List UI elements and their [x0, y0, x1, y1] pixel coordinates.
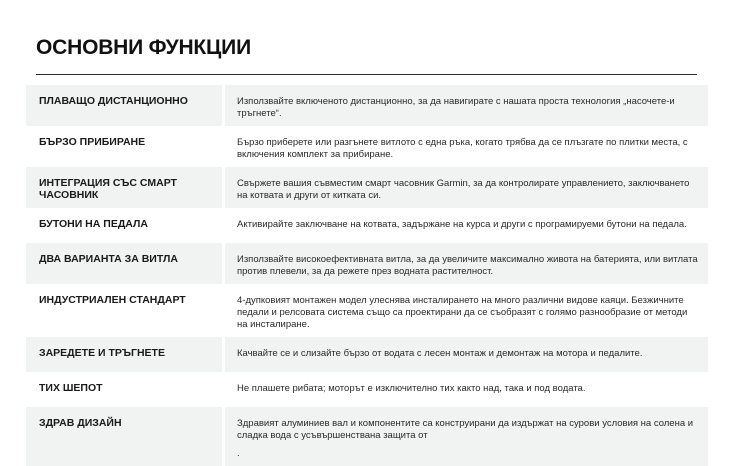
feature-name: ДВА ВАРИАНТА ЗА ВИТЛА — [26, 243, 222, 284]
features-table — [26, 85, 708, 466]
feature-row-pedal-buttons — [26, 208, 708, 243]
feature-description: 4-дупковият монтажен модел улеснява инсталирането на много различни видове каяци. Безжичните педали и релсовата система също са проектирани да се съобразят с голямо разнообразие от методи на инсталиране. — [237, 295, 688, 330]
feature-description: Използвайте включеното дистанционно, за да навигирате с нашата проста технология „насочете-и тръгнете“. — [225, 85, 708, 126]
feature-row-smartwatch-integration — [26, 167, 708, 208]
feature-name: ЗДРАВ ДИЗАЙН — [26, 407, 222, 466]
feature-row-quick-stow — [26, 126, 708, 167]
feature-row-two-propellers — [26, 243, 708, 284]
feature-description: Не плашете рибата; моторът е изключително тих както над, така и под водата. — [237, 383, 586, 394]
feature-name: ЗАРЕДЕТЕ И ТРЪГНЕТЕ — [26, 337, 222, 372]
feature-name: ПЛАВАЩО ДИСТАНЦИОННО — [26, 85, 222, 126]
feature-description: Използвайте високоефективната витла, за да увеличите максимално живота на батерията, или витлата против плевели, за да режете през водната растителност. — [225, 243, 708, 284]
feature-name: БЪРЗО ПРИБИРАНЕ — [39, 136, 146, 148]
feature-name: ТИХ ШЕПОТ — [39, 382, 103, 394]
feature-description-trailing: . — [237, 448, 240, 459]
feature-description-text: Здравият алуминиев вал и компонентите са конструирани да издържат на сурови условия на солена и сладка вода с усъвършенствана защита от — [237, 418, 694, 441]
feature-row-charge-and-go — [26, 337, 708, 372]
feature-name: ИНДУСТРИАЛЕН СТАНДАРТ — [39, 294, 186, 306]
page-title: ОСНОВНИ ФУНКЦИИ — [36, 36, 251, 59]
feature-description: Активирайте заключване на котвата, задържане на курса и други с програмируеми бутони на педала. — [237, 219, 687, 230]
feature-row-whisper-quiet — [26, 372, 708, 407]
feature-row-industry-standard — [26, 284, 708, 337]
feature-name: ИНТЕГРАЦИЯ СЪС СМАРТ ЧАСОВНИК — [26, 167, 222, 208]
feature-name: БУТОНИ НА ПЕДАЛА — [39, 218, 148, 230]
feature-row-rugged-design — [26, 407, 708, 466]
title-divider — [36, 74, 697, 75]
feature-description — [225, 407, 708, 466]
feature-description: Бързо приберете или разгънете витлото с една ръка, когато трябва да се плъзгате по плитки места, с включения комплект за прибиране. — [237, 137, 688, 160]
feature-description: Свържете вашия съвместим смарт часовник Garmin, за да контролирате управлението, заключването на котвата и други от китката си. — [225, 167, 708, 208]
feature-description: Качвайте се и слизайте бързо от водата с лесен монтаж и демонтаж на мотора и педалите. — [225, 337, 708, 372]
feature-row-floating-remote — [26, 85, 708, 126]
